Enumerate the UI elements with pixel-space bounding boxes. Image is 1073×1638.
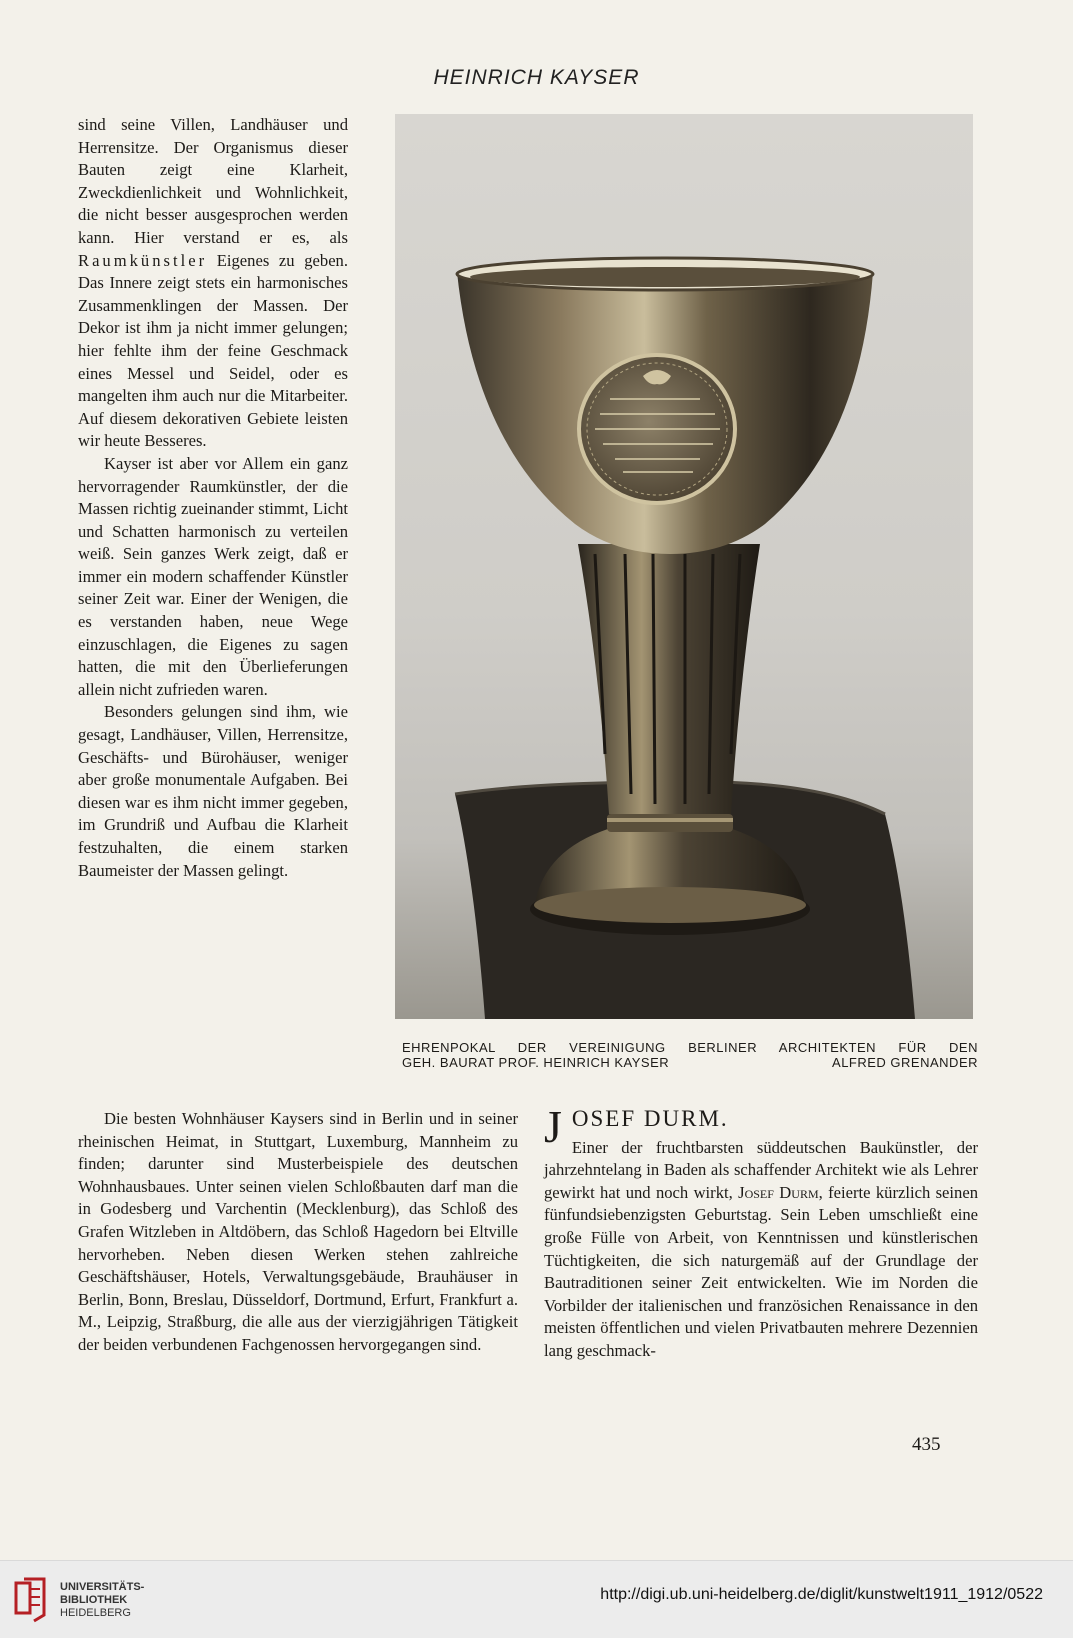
paragraph-4: Die besten Wohnhäuser Kaysers sind in Berlin und in seiner rheinischen Heimat, in Stuttgart, Luxemburg, Mannheim zu finden; darunter sind Musterbeispiele des deutschen Wohnhausbaues. Unter seinen vielen Schloßbauten darf man die in Godesberg und Varchentin (Mecklenburg), das Schloß des Grafen Witzleben in Altdöbern, das Schloß Hagedorn bei Eltville hervorheben. Neben diesen Werken stehen zahlreiche Geschäftshäuser, Hotels, Verwaltungsgebäude, Brauhäuser in Berlin, Bonn, Breslau, Düsseldorf, Dortmund, Erfurt, Frankfurt a. M., Leipzig, Straßburg, die alle aus der vierzigjährigen Tätigkeit der beiden verbundenen Fachgenossen hervorgegangen sind.	[78, 1109, 518, 1354]
durm-text-start: Einer der fruchtbarsten süddeutschen Baukünstler, der jahrzehntelang in Baden als schaffender Architekt wie als Lehrer gewirkt hat und noch wirkt,	[544, 1137, 978, 1202]
durm-name: Josef Durm	[738, 1182, 819, 1202]
caption-artist: ALFRED GRENANDER	[832, 1055, 978, 1070]
paragraph-2: Kayser ist aber vor Allem ein ganz hervorragender Raumkünstler, der die Massen richtig zueinander stimmt, Licht und Schatten harmonisch zu verteilen weiß. Sein ganzes Werk zeigt, daß er immer ein modern schaffender Künstler seiner Zeit war. Einer der Wenigen, die es verstanden haben, neue Wege einzuschlagen, die Eigenes zu sagen hatten, die mit den Überlieferungen allein nicht zufrieden waren.	[78, 453, 348, 699]
page-number: 435	[912, 1434, 941, 1455]
library-line-1: UNIVERSITÄTS-	[60, 1581, 145, 1593]
paragraph-3: Besonders gelungen sind ihm, wie gesagt, Landhäuser, Villen, Herrensitze, Geschäfts- und Bürohäuser, weniger aber große monumentale Aufgaben. Bei diesen war es ihm nicht immer gegeben, im Grundriß und Aufbau die Klarheit festzuhalten, die einem starken Baumeister der Massen gelingt.	[78, 702, 348, 880]
drop-initial: J	[544, 1101, 564, 1152]
paragraph-1-end: Eigenes zu geben. Das Innere zeigt stets ein harmonisches Zusammenklingen der Massen. Der Dekor ist ihm ja nicht immer gelungen; hier fehlte ihm der feine Geschmack eines Messel und Seidel, oder es mangelten ihm auch nur die Mitarbeiter. Auf diesem dekorativen Gebiete leisten wir heute Besseres.	[78, 250, 348, 451]
bottom-left-text	[78, 1108, 518, 1357]
durm-text-end: , feierte kürzlich seinen fünfundsiebenzigsten Geburtstag. Sein Leben umschließt eine große Fülle von Arbeit, von Kenntnissen und künstlerischen Tüchtigkeiten, die sich naturgemäß auf der Grundlage der Bautraditionen seiner Zeit entwickelten. Wie im Norden die Vorbilder der italienischen und französichen Renaissance in den meisten öffentlichen und vielen Privatbauten mehrere Dezennien lang geschmack-	[544, 1182, 978, 1360]
goblet-photograph	[395, 114, 973, 1019]
durm-article	[544, 1101, 978, 1363]
goblet-illustration	[395, 114, 973, 1019]
spaced-word: Raumkünstler	[78, 250, 208, 270]
figure-caption	[402, 1040, 978, 1070]
left-column-text	[78, 114, 348, 882]
ub-heidelberg-logo-icon[interactable]	[14, 1575, 54, 1623]
paragraph-1-start: sind seine Villen, Landhäuser und Herrensitze. Der Organismus dieser Bauten zeigt eine Klarheit, Zweckdienlichkeit und Wohnlichkeit, die nicht besser ausgesprochen werden kann. Hier verstand er es, als	[78, 115, 348, 247]
library-name	[60, 1581, 144, 1620]
caption-line-1: EHRENPOKAL DER VEREINIGUNG BERLINER ARCHITEKTEN FÜR DEN	[402, 1040, 978, 1055]
running-head: HEINRICH KAYSER	[433, 66, 640, 89]
viewer-footer	[0, 1560, 1073, 1638]
caption-line-2	[402, 1055, 978, 1070]
library-line-3: HEIDELBERG	[60, 1607, 131, 1619]
durm-heading	[544, 1101, 978, 1152]
permalink[interactable]: http://digi.ub.uni-heidelberg.de/diglit/kunstwelt1911_1912/0522	[600, 1586, 1043, 1603]
caption-honoree: GEH. BAURAT PROF. HEINRICH KAYSER	[402, 1055, 670, 1070]
durm-heading-text: OSEF DURM.	[571, 1106, 729, 1131]
durm-paragraph	[544, 1137, 978, 1363]
library-line-2: BIBLIOTHEK	[60, 1594, 128, 1606]
paragraph-1	[78, 114, 348, 453]
